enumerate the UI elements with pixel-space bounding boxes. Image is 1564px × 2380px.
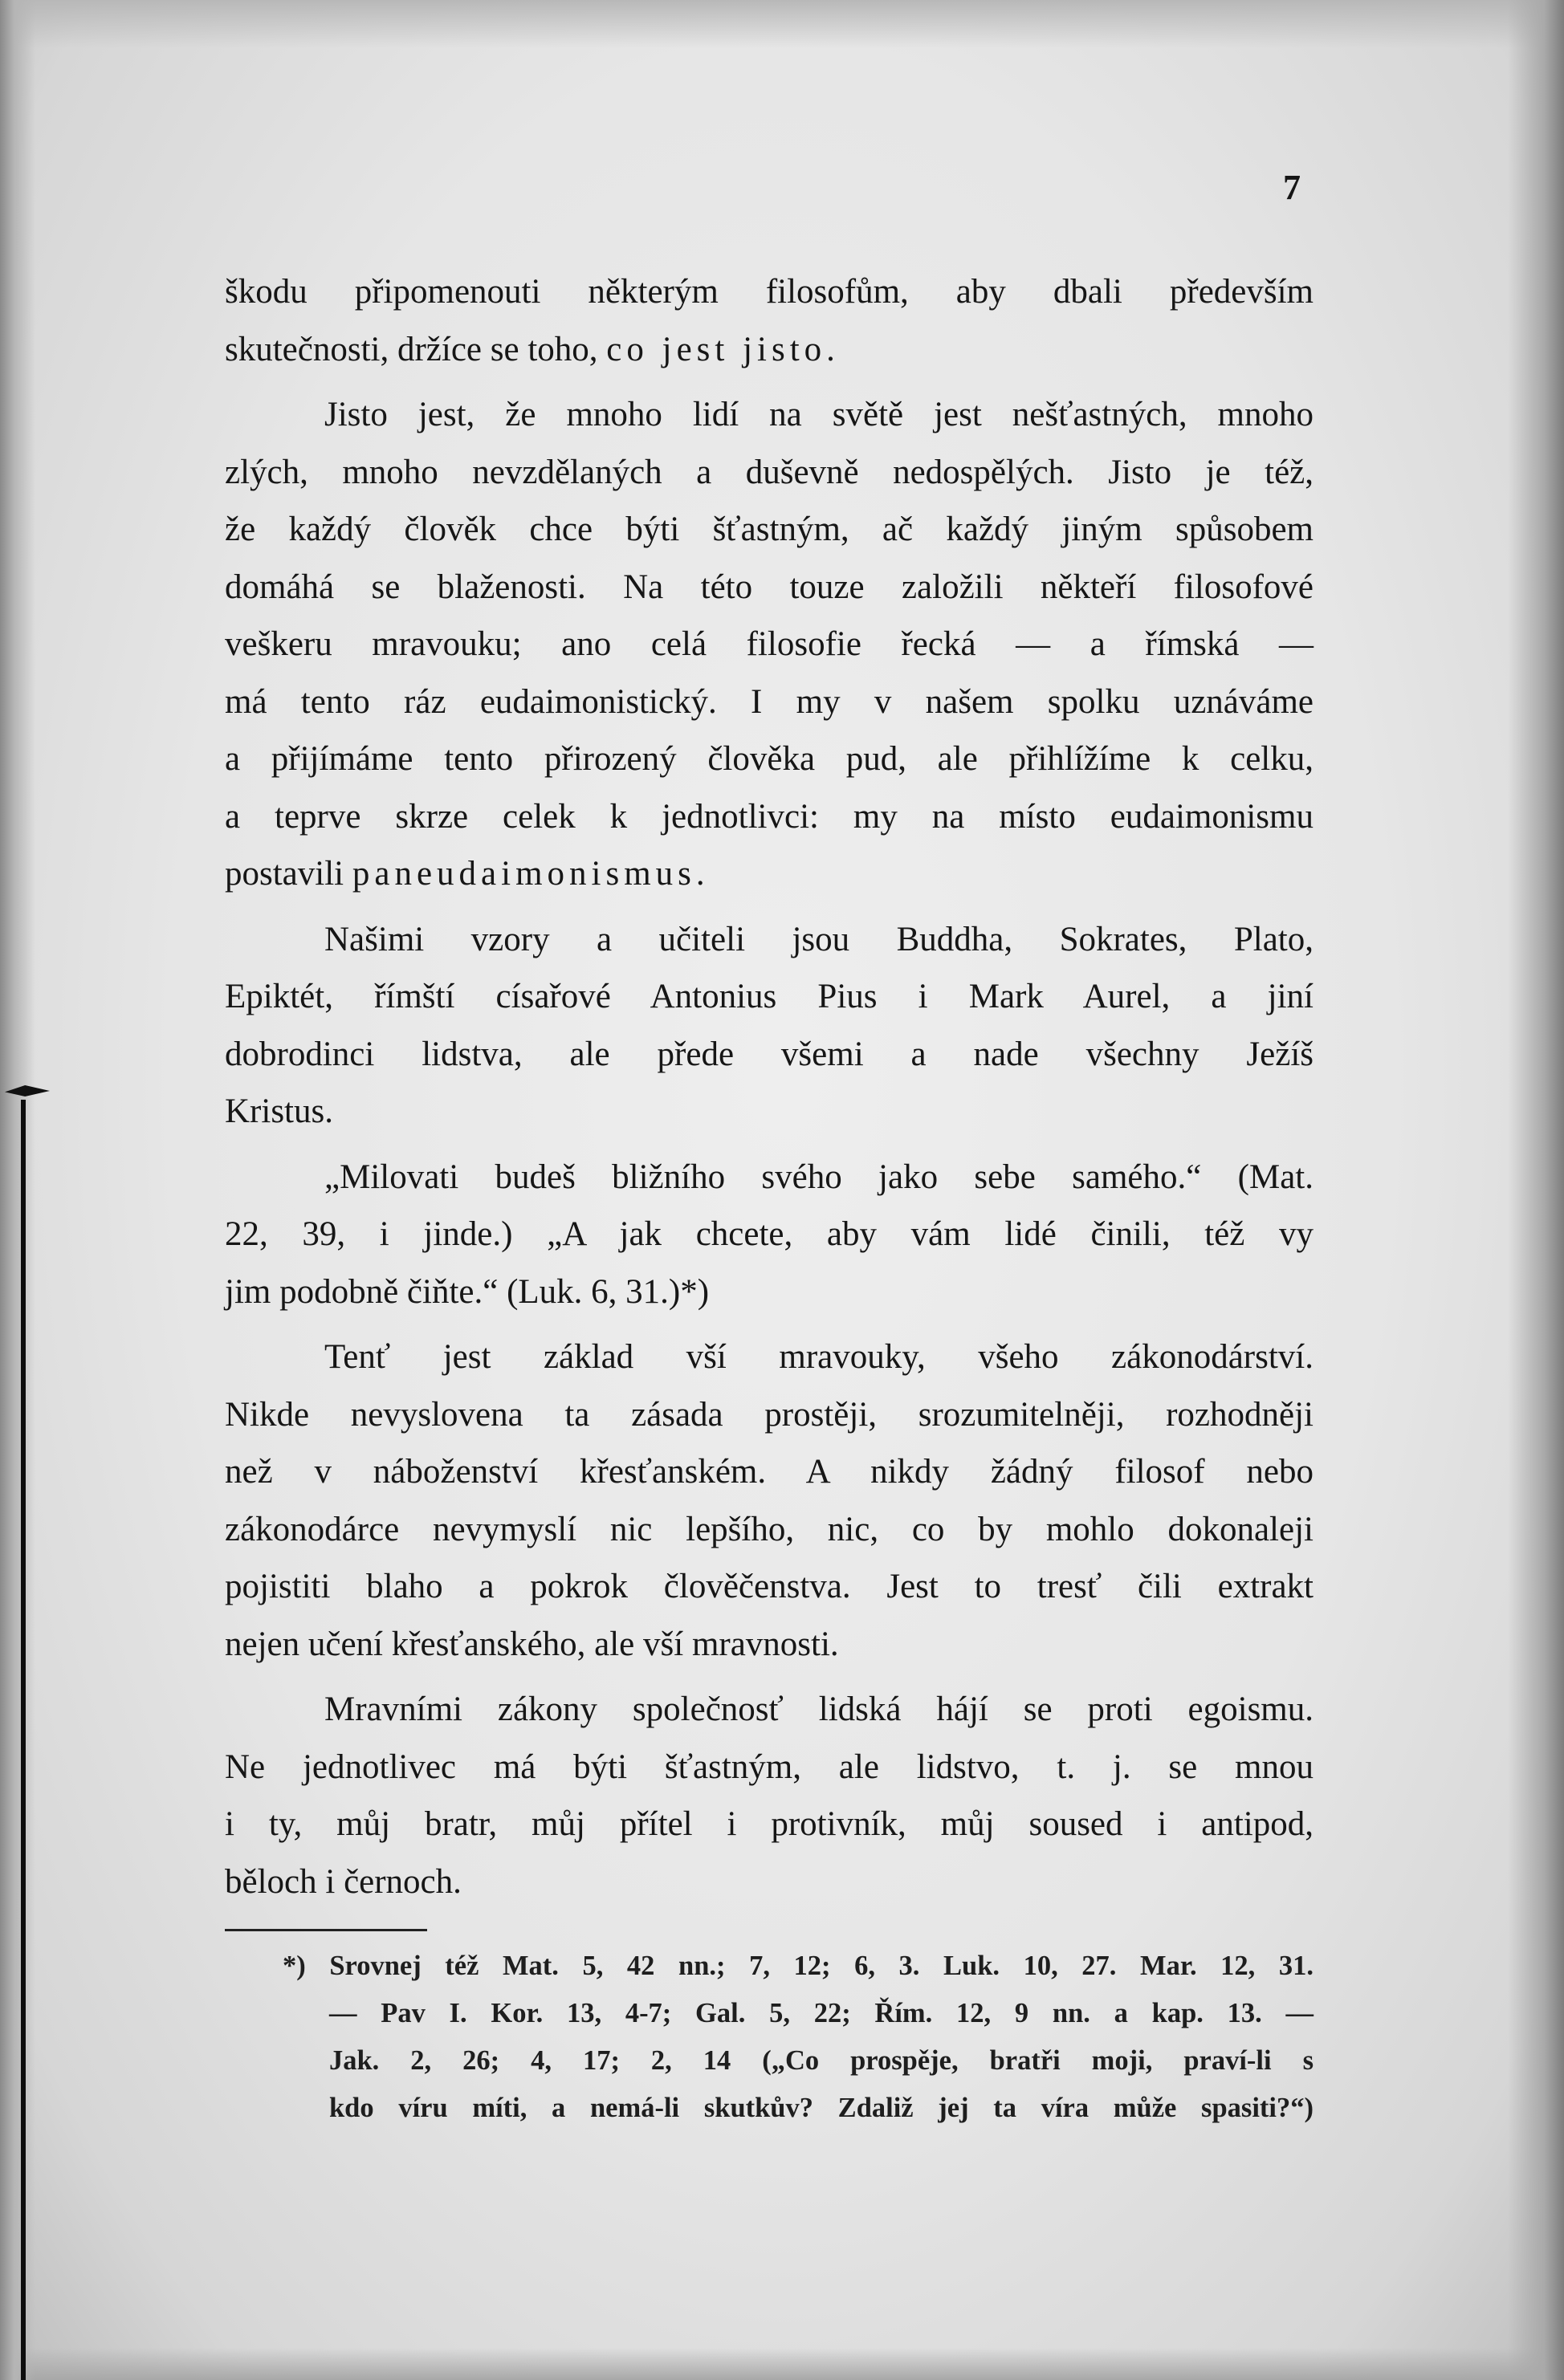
footnote-line: Jak. 2, 26; 4, 17; 2, 14 („Co prospěje, bratři moji, praví-li s	[329, 2045, 1314, 2076]
body-line: Jisto jest, že mnoho lidí na světě jest nešťastných, mnoho	[324, 396, 1314, 433]
body-line: Mravními zákony společnosť lidská hájí se proti egoismu.	[324, 1690, 1314, 1728]
body-line: „Milovati budeš bližního svého jako sebe samého.“ (Mat.	[324, 1157, 1314, 1196]
body-line: 22, 39, i jinde.) „A jak chcete, aby vám lidé činili, též vy	[225, 1215, 1314, 1253]
body-line: domáhá se blaženosti. Na této touze založili někteří filosofové	[225, 568, 1314, 606]
spaced-emphasis: paneudaimonismus.	[352, 855, 710, 893]
paragraph-gap	[225, 903, 1314, 911]
body-line: zákonodárce nevymyslí nic lepšího, nic, co by mohlo dokonaleji	[225, 1510, 1314, 1548]
footnote-line: kdo víru míti, a nemá-li skutkův? Zdaliž jej ta víra může spasiti?“)	[329, 2093, 1314, 2123]
spaced-emphasis: co jest jisto.	[606, 330, 840, 368]
body-line	[225, 321, 1314, 379]
body-line: než v náboženství křesťanském. A nikdy žádný filosof nebo	[225, 1453, 1314, 1491]
paragraph-gap	[225, 1673, 1314, 1681]
body-line: pojistiti blaho a pokrok člověčenstva. Jest to tresť čili extrakt	[225, 1568, 1314, 1605]
body-line: Ne jednotlivec má býti šťastným, ale lidstvo, t. j. se mnou	[225, 1747, 1314, 1786]
scan-shadow-bottom	[0, 2348, 1564, 2380]
body-line: a přijímáme tento přirozený člověka pud, ale přihlížíme k celku,	[225, 740, 1314, 778]
body-line: Tenť jest základ vší mravouky, všeho zákonodárství.	[324, 1338, 1314, 1376]
page-number: 7	[1283, 168, 1301, 207]
body-line: nejen učení křesťanského, ale vší mravnosti.	[225, 1625, 839, 1663]
body-line: Nikde nevyslovena ta zásada prostěji, srozumitelněji, rozhodněji	[225, 1395, 1314, 1434]
body-line: jim podobně čiňte.“ (Luk. 6, 31.)*)	[225, 1272, 710, 1311]
body-line: běloch i černoch.	[225, 1862, 462, 1901]
body-line: Našimi vzory a učiteli jsou Buddha, Sokrates, Plato,	[324, 920, 1314, 958]
scan-shadow-top	[0, 0, 1564, 48]
body-line: Kristus.	[225, 1092, 333, 1130]
scan-shadow-left	[0, 0, 35, 2380]
body-line: Epiktét, římští císařové Antonius Pius i Mark Aurel, a jiní	[225, 978, 1314, 1015]
body-line: škodu připomenouti některým filosofům, aby dbali především	[225, 273, 1314, 311]
paragraph-gap	[225, 1320, 1314, 1328]
body-line: má tento ráz eudaimonistický. I my v našem spolku uznáváme	[225, 682, 1314, 721]
scan-shadow-right	[1508, 0, 1564, 2380]
footnote-line: — Pav I. Kor. 13, 4-7; Gal. 5, 22; Řím. 12, 9 nn. a kap. 13. —	[329, 1998, 1314, 2028]
body-line: i ty, můj bratr, můj přítel i protivník, můj soused i antipod,	[225, 1805, 1314, 1843]
footnote-line: *) Srovnej též Mat. 5, 42 nn.; 7, 12; 6, 3. Luk. 10, 27. Mar. 12, 31.	[283, 1951, 1314, 1981]
binding-edge-line	[21, 1100, 26, 2380]
body-line: zlých, mnoho nevzdělaných a duševně nedospělých. Jisto je též,	[225, 453, 1314, 491]
body-line: veškeru mravouku; ano celá filosofie řecká — a římská —	[225, 625, 1314, 663]
footnote-rule	[225, 1929, 427, 1931]
paragraph-gap	[225, 378, 1314, 386]
body-line: že každý člověk chce býti šťastným, ač každý jiným spůsobem	[225, 511, 1314, 548]
body-line: a teprve skrze celek k jednotlivci: my na místo eudaimonismu	[225, 797, 1314, 836]
body-line	[225, 845, 1314, 903]
body-line: dobrodinci lidstva, ale přede všemi a nade všechny Ježíš	[225, 1035, 1314, 1073]
paragraph-gap	[225, 1141, 1314, 1149]
body-text	[225, 263, 1314, 1910]
body-line-part: skutečnosti, držíce se toho,	[225, 330, 607, 368]
footnote	[283, 1943, 1314, 2132]
body-line-part: postavili	[225, 855, 352, 893]
binding-notch-mark	[5, 1085, 50, 1096]
